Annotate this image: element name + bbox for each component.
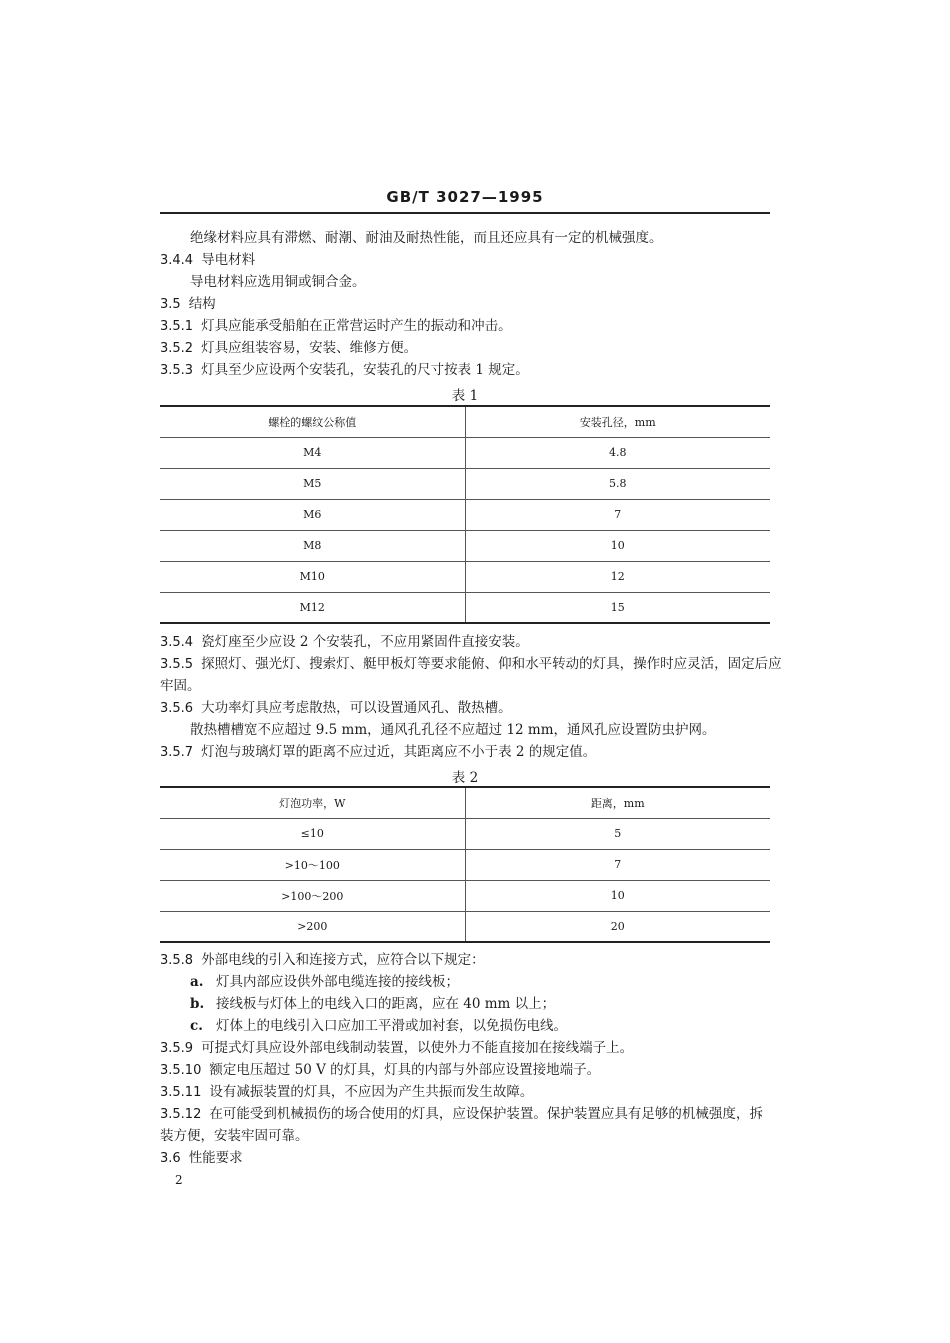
section-3-5-8 [160, 950, 485, 971]
table-row [160, 818, 770, 849]
table-header-cell: 安装孔径，mm [465, 406, 770, 437]
table-row [160, 849, 770, 880]
table-row [160, 561, 770, 592]
section-3-5-7 [160, 742, 596, 763]
section-number: 3.5 [160, 297, 181, 312]
section-text: 在可能受到机械损伤的场合使用的灯具，应设保护装置。保护装置应具有足够的机械强度，拆 [209, 1106, 763, 1122]
section-number: 3.5.3 [160, 363, 194, 378]
table-cell: M8 [160, 530, 465, 561]
table-row [160, 437, 770, 468]
section-text: 外部电线的引入和连接方式，应符合以下规定： [201, 952, 485, 968]
table-cell: M4 [160, 437, 465, 468]
table-cell: >10～100 [160, 849, 465, 880]
section-text: 大功率灯具应考虑散热，可以设置通风孔、散热槽。 [201, 700, 512, 716]
section-number: 3.5.9 [160, 1041, 194, 1056]
paragraph-heat-sink: 散热槽槽宽不应超过 9.5 mm，通风孔孔径不应超过 12 mm，通风孔应设置防虫护网。 [190, 722, 716, 738]
header-rule [160, 212, 770, 214]
table-cell: 12 [465, 561, 770, 592]
list-label: b. [190, 996, 205, 1012]
list-text: 灯具内部应设供外部电缆连接的接线板； [216, 974, 459, 990]
table-cell: M6 [160, 499, 465, 530]
section-text: 灯具至少应设两个安装孔，安装孔的尺寸按表 1 规定。 [201, 362, 529, 378]
section-text: 设有减振装置的灯具，不应因为产生共振而发生故障。 [209, 1084, 534, 1100]
table-row [160, 880, 770, 911]
table-header-cell: 距离，mm [465, 787, 770, 818]
list-label: c. [190, 1018, 203, 1034]
list-text: 接线板与灯体上的电线入口的距离，应在 40 mm 以上； [216, 996, 556, 1012]
section-3-4-4 [160, 250, 255, 271]
list-item-c [190, 1016, 567, 1036]
table-header-row [160, 406, 770, 437]
table-header-cell: 灯泡功率，W [160, 787, 465, 818]
table1-caption: 表 1 [451, 388, 479, 404]
section-number: 3.4.4 [160, 253, 194, 268]
table-cell: 15 [610, 600, 625, 614]
section-3-5-11 [160, 1082, 533, 1103]
section-3-5-5 [160, 654, 782, 675]
section-number: 3.5.7 [160, 745, 194, 760]
section-number: 3.5.4 [160, 635, 194, 650]
section-number: 3.5.6 [160, 701, 194, 716]
section-3-5-9 [160, 1038, 633, 1059]
table-cell: >100～200 [160, 880, 465, 911]
page-number: 2 [175, 1173, 183, 1187]
list-text: 灯体上的电线引入口应加工平滑或加衬套，以免损伤电线。 [216, 1018, 567, 1034]
section-number: 3.5.12 [160, 1107, 202, 1122]
page-header: GB/T 3027—1995 [386, 188, 544, 206]
table-cell: M12 [160, 592, 465, 623]
section-3-5-12 [160, 1104, 763, 1125]
table-cell: 5 [465, 818, 770, 849]
section-number: 3.5.8 [160, 953, 194, 968]
section-text: 瓷灯座至少应设 2 个安装孔，不应用紧固件直接安装。 [201, 634, 529, 650]
table-cell: 10 [465, 880, 770, 911]
section-3-5 [160, 294, 216, 315]
table-cell: 10 [465, 530, 770, 561]
section-3-6 [160, 1148, 243, 1169]
section-text: 可提式灯具应设外部电线制动装置，以使外力不能直接加在接线端子上。 [201, 1040, 634, 1056]
table-cell: 7 [465, 499, 770, 530]
table-header-cell: 螺栓的螺纹公称值 [160, 406, 465, 437]
section-number: 3.5.10 [160, 1063, 202, 1078]
table-cell: M5 [160, 468, 465, 499]
section-3-5-5-continuation: 牢固。 [160, 678, 201, 694]
section-title: 导电材料 [201, 252, 256, 268]
table-cell: M10 [160, 561, 465, 592]
table-1 [160, 405, 770, 624]
table-row [160, 530, 770, 561]
section-3-5-1 [160, 316, 512, 337]
section-3-5-4 [160, 632, 529, 653]
table2-caption: 表 2 [451, 770, 479, 786]
section-text: 额定电压超过 50 V 的灯具，灯具的内部与外部应设置接地端子。 [209, 1062, 601, 1078]
section-text: 灯泡与玻璃灯罩的距离不应过近，其距离应不小于表 2 的规定值。 [201, 744, 597, 760]
section-text: 灯具应组装容易，安装、维修方便。 [201, 340, 418, 356]
section-text: 灯具应能承受船舶在正常营运时产生的振动和冲击。 [201, 318, 512, 334]
table-2 [160, 786, 770, 943]
section-3-5-10 [160, 1060, 600, 1081]
table-row [160, 468, 770, 499]
table-cell: 4.8 [465, 437, 770, 468]
section-number: 3.6 [160, 1151, 181, 1166]
table-cell: >200 [160, 911, 465, 942]
list-item-a [190, 972, 459, 992]
section-3-5-2 [160, 338, 417, 359]
table-row [160, 911, 770, 942]
table-row [160, 499, 770, 530]
section-title: 性能要求 [188, 1150, 243, 1166]
section-3-5-12-continuation: 装方便，安装牢固可靠。 [160, 1128, 309, 1144]
list-item-b [190, 994, 555, 1014]
paragraph-insulation: 绝缘材料应具有滞燃、耐潮、耐油及耐热性能，而且还应具有一定的机械强度。 [190, 230, 663, 246]
list-label: a. [190, 974, 204, 990]
section-number: 3.5.11 [160, 1085, 202, 1100]
table-cell: ≤10 [160, 818, 465, 849]
table-cell: 20 [610, 919, 625, 933]
table-header-row [160, 787, 770, 818]
table-cell: 5.8 [465, 468, 770, 499]
section-3-5-6 [160, 698, 512, 719]
section-number: 3.5.1 [160, 319, 194, 334]
section-number: 3.5.5 [160, 657, 194, 672]
section-number: 3.5.2 [160, 341, 194, 356]
section-text: 探照灯、强光灯、搜索灯、艇甲板灯等要求能俯、仰和水平转动的灯具，操作时应灵活，固定后应 [201, 656, 782, 672]
paragraph-conductive: 导电材料应选用铜或铜合金。 [190, 274, 366, 290]
section-3-5-3 [160, 360, 529, 381]
table-cell: 7 [465, 849, 770, 880]
section-title: 结构 [188, 296, 216, 312]
table-row [160, 592, 770, 623]
